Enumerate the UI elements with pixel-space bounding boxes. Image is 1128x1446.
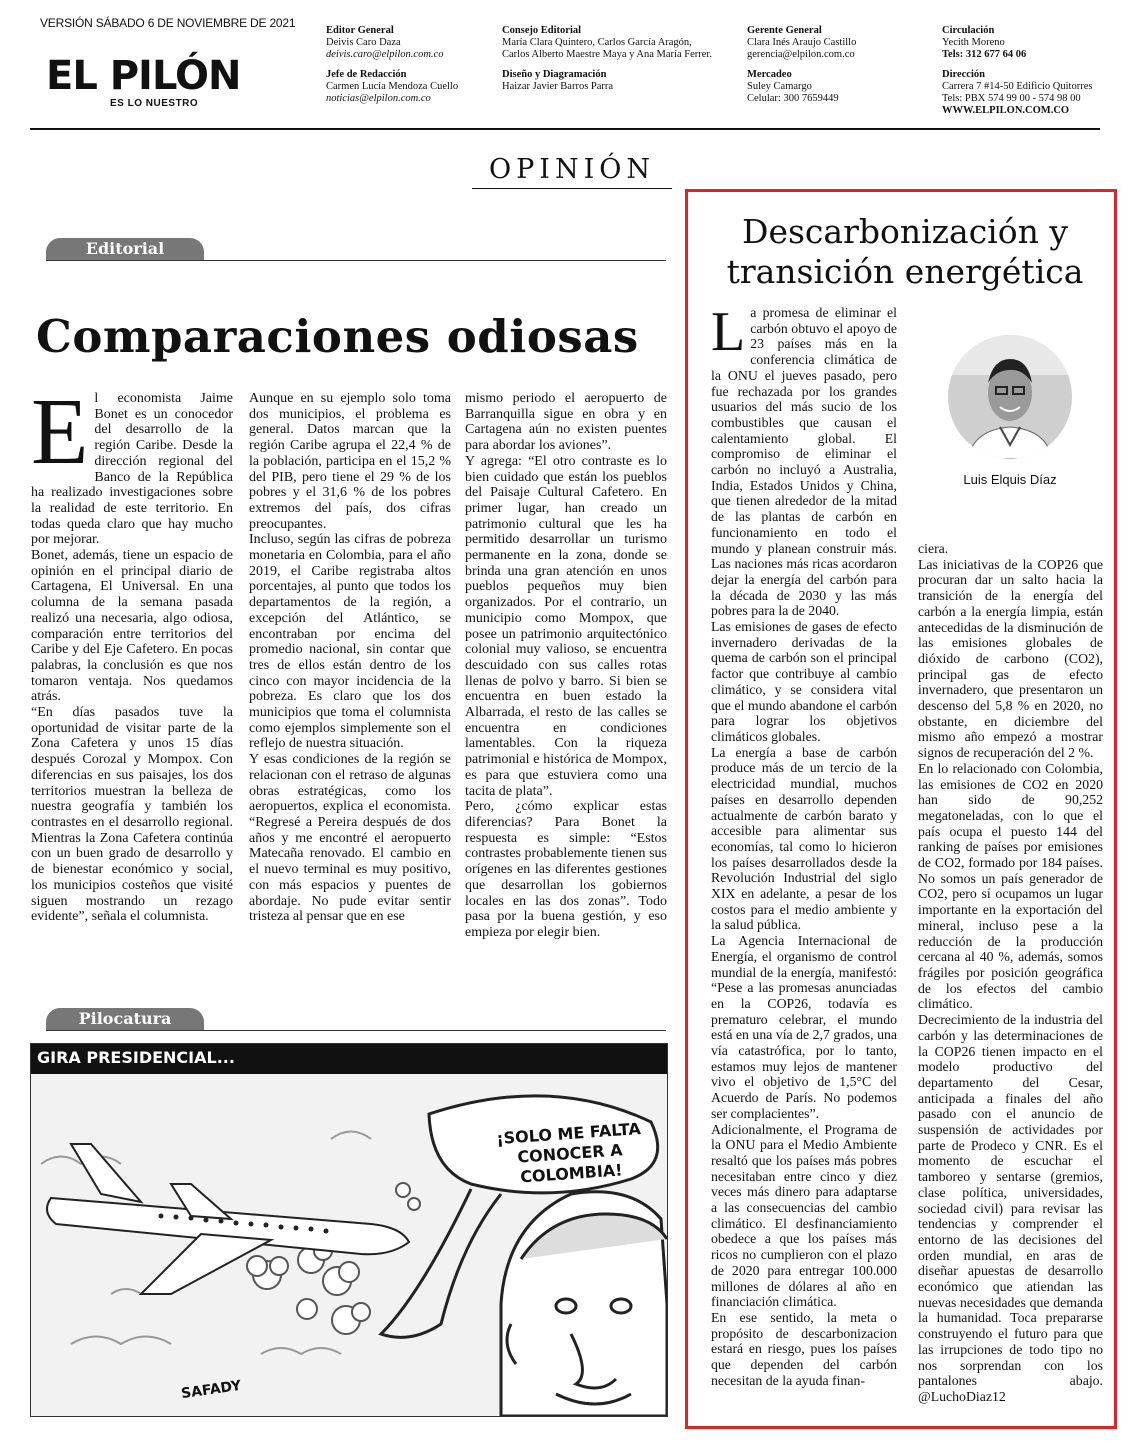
diseno-name: Haizar Javier Barros Parra	[502, 81, 614, 92]
cartoonist-signature: SAFADY	[180, 1377, 243, 1403]
consejo-label: Consejo Editorial	[502, 25, 582, 36]
gerente-email: gerencia@elpilon.com.co	[747, 49, 855, 60]
paragraph: Aunque en su ejemplo solo toma dos municipios, el problema es general. Datos marcan que la región Caribe agrupa el 22,4 % de la población, participa en el 15,2 % del PIB, pero tiene el 29 % de los pobres y el 31,6 % de los pobres extremos del país, dos cifras preocupantes.	[249, 391, 451, 532]
diseno-label: Diseño y Diagramación	[502, 69, 607, 80]
paragraph: En lo relacionado con Colombia, las emisiones de CO2 en 2020 han sido de 90,252 megatoneladas, con lo que el país ocupa el puesto 144 del ranking de países por emisiones de CO2, formado por 184 países. No somos un país generador de CO2, pero sí ocupamos un lugar importante en la exportación del mineral, incluso pese a la reducción de la producción cercana al 40 %, además, somos frágiles por posición geográfica de los efectos del cambio climático.	[918, 760, 1103, 1012]
paragraph: Incluso, según las cifras de pobreza monetaria en Colombia, para el año 2019, el Caribe registraba altos porcentajes, al punto que todos los departamentos de la región, a excepción del Atlántico, se encontraban por encima del promedio nacional, sin contar que tres de ellos están dentro de los cinco con mayor incidencia de la pobreza. Es claro que los dos municipios que toma el columnista como ejemplos simplemente son el reflejo de nuestra situación.	[249, 532, 451, 752]
paragraph: Bonet, además, tiene un espacio de opinión en el principal diario de Cartagena, El Universal. En una columna de la semana pasada realizó una necesaria, algo odiosa, comparación entre territorios del Caribe y del Eje Cafetero. En pocas palabras, la conclusión es que nos tomaron ventaja. Nos quedamos atrás.	[31, 548, 233, 705]
cartoon	[30, 1043, 668, 1417]
paragraph: ciera.	[918, 541, 949, 556]
masthead-divider	[30, 128, 1100, 130]
paragraph: La Agencia Internacional de Energía, el organismo de control mundial de la energía, manifestó: “Pese a las promesas anunciadas en la COP26, todavía es prematuro celebrar, el mundo está en una vía de 2,7 grados, una vía catastrófica, por lo tanto, estamos muy lejos de mantener vivo el objetivo de 1,5°C del Acuerdo de París. No podemos ser complacientes”.	[711, 933, 897, 1121]
staff-column-gerencia	[747, 25, 917, 113]
paragraph: Y esas condiciones de la región se relacionan con el retraso de algunas obras estratégicas, como los aeropuertos, explica el economista. “Regresé a Pereira después de dos años y me encontré el aeropuerto Matecaña renovado. El cambio en el nuevo terminal es muy positivo, con más espacios y puentes de abordaje. No pude evitar sentir tristeza al pensar que en ese	[249, 752, 451, 925]
author-name: Luis Elquis Díaz	[963, 472, 1057, 487]
direccion-phone: Tels: PBX 574 99 00 - 574 98 00	[942, 93, 1081, 104]
paragraph: Decrecimiento de la industria del carbón y las determinaciones de la COP26 tienen impacto en el modelo productivo del departamento del Cesar, anticipada a finales del año pasado con el anuncio de suspensión de actividades por parte de Prodeco y CNR. Es el momento de escuchar el tamboreo y sentarse (gremios, clase política, universidades, sociedad civil) para revisar las tendencias y comprender el entorno de las decisiones del orden mundial, en aras de diseñar apuestas de desarrollo económico que atiendan las nuevas necesidades que demanda la humanidad. Toca prepararse construyendo el futuro para que las irrupciones de todo tipo no nos sorprendan con los pantalones abajo. @LuchoDiaz12	[918, 1012, 1103, 1404]
jefe-label: Jefe de Redacción	[326, 69, 407, 80]
staff-column-circulacion	[942, 25, 1112, 125]
author-photo	[948, 335, 1072, 459]
paragraph: Y agrega: “El otro contraste es lo bien cuidado que están los pueblos del Paisaje Cultural Cafetero. En primer lugar, han creado un patrimonio cultural que les ha permitido desarrollar un turismo permanente en la zona, donde se brinda una gran atención en unos pueblos pequeños muy bien organizados. Por el contrario, un municipio como Mompox, que posee un patrimonio arquitectónico colonial muy valioso, se encuentra descuidado con sus calles rotas llenas de polvo y barro. Si bien se encuentra en buen estado la Albarrada, el resto de las calles se encuentra en condiciones lamentables. Con la riqueza patrimonial e histórica de Mompox, es para que estuviera como una tacita de plata”.	[465, 453, 667, 799]
gerente-name: Clara Inés Araujo Castillo	[747, 37, 857, 48]
section-title: OPINIÓN	[488, 154, 656, 185]
cartoon-title-bar	[31, 1044, 667, 1074]
jefe-name: Carmen Lucía Mendoza Cuello	[326, 81, 459, 92]
paragraph: a promesa de eliminar el carbón obtuvo el apoyo de 23 países más en la conferencia climática de la ONU el jueves pasado, pero fue rechazada por los grandes usuarios del más sucio de los combustibles que causan el calentamiento global. El compromiso de eliminar el carbón no incluyó a Australia, India, Estados Unidos y China, que tienen alrededor de la mitad de las plantas de carbón en funcionamiento en todo el mundo y planean construir más. Las naciones más ricas acordaron dejar la energía del carbón para la década de 2030 y las más pobres para la de 2040.	[711, 305, 897, 619]
circulacion-name: Yecith Moreno	[942, 37, 1005, 48]
paragraph: Adicionalmente, el Programa de la ONU para el Medio Ambiente resaltó que los países más pobres necesitaban entre cinco y diez veces más dinero para adaptarse a las consecuencias del cambio climático. El desfinanciamiento obedece a que los países más ricos no cumplieron con el plazo de 2020 para entregar 100.000 millones de dólares al año en financiación climática.	[711, 1121, 897, 1310]
article-column-1	[711, 301, 897, 1389]
editorial-tab: Editorial	[46, 238, 204, 260]
cartoon-drawing	[31, 1044, 667, 1416]
article-title: Descarbonización y transición energética	[726, 212, 1084, 291]
pilocatura-tab: Pilocatura	[46, 1008, 204, 1030]
editorial-column-1	[31, 380, 233, 925]
editorial-rule	[46, 260, 666, 261]
paragraph: “En días pasados tuve la oportunidad de visitar parte de la Zona Cafetera y unos 15 días después Corozal y Mompox. Con diferencias en sus paisajes, los dos territorios muestran la belleza de nuestra geografía y también los contrastes en el desarrollo regional. Mientras la Zona Cafetera continúa con un buen grado de desarrollo y de bienestar económico y social, los municipios costeños que visité siguen mostrando un rezago evidente”, señala el columnista.	[31, 705, 233, 925]
paragraph: En ese sentido, la meta o propósito de descarbonizacion estará en riesgo, pues los países que dependen del carbón necesitan de la ayuda finan-	[711, 1310, 897, 1388]
editorial-headline: Comparaciones odiosas	[36, 310, 639, 363]
article-dropcap: L	[711, 301, 746, 363]
circulacion-phone: Tels: 312 677 64 06	[942, 49, 1027, 60]
paragraph: Las emisiones de gases de efecto invernadero derivadas de la quema de carbón son el principal factor que contribuye al cambio climático, y se considera vital que el mundo abandone el carbón para lograr los objetivos climáticos globales.	[711, 619, 897, 744]
editor-name: Deivis Caro Daza	[326, 37, 401, 48]
cartoon-title: GIRA PRESIDENCIAL...	[37, 1048, 235, 1067]
editor-label: Editor General	[326, 25, 394, 36]
paragraph: l economista Jaime Bonet es un conocedor del desarrollo de la región Caribe. Desde la dirección regional del Banco de la República ha realizado investigaciones sobre la realidad de este territorio. En todas queda claro que hay mucho por mejorar.	[31, 391, 233, 548]
staff-column-consejo	[502, 25, 712, 101]
editorial-dropcap: E	[31, 380, 89, 484]
mercadeo-phone: Celular: 300 7659449	[747, 93, 839, 104]
editor-email: deivis.caro@elpilon.com.co	[326, 49, 444, 60]
editorial-column-3	[465, 391, 667, 941]
direccion-web: WWW.ELPILON.COM.CO	[942, 105, 1070, 116]
newspaper-slogan: ES LO NUESTRO	[110, 98, 199, 109]
cartoon-speech-text: ¡SOLO ME FALTA CONOCER A COLOMBIA!	[495, 1119, 642, 1187]
paragraph: La energía a base de carbón produce más de un tercio de la electricidad mundial, muchos países en desarrollo dependen actualmente de carbón barato y accesible para alimentar sus economías, tal como lo hicieron los países desarrollados desde la Revolución Industrial del siglo XIX en adelante, a pesar de los costos para el medio ambiente y la salud pública.	[711, 744, 897, 933]
edition-date: VERSIÓN SÁBADO 6 DE NOVIEMBRE DE 2021	[40, 16, 296, 30]
paragraph: Pero, ¿cómo explicar estas diferencias? Para Bonet la respuesta es simple: “Estos contrastes probablemente tienen sus orígenes en las diferentes gestiones que desarrollan los gobiernos locales en las dos zonas”. Todo pasa por la buena gestión, y eso empieza por elegir bien.	[465, 799, 667, 940]
mercadeo-label: Mercadeo	[747, 69, 792, 80]
staff-column-editors	[326, 25, 486, 113]
pilocatura-rule	[46, 1030, 666, 1031]
direccion-address: Carrera 7 #14-50 Edificio Quitorres	[942, 81, 1093, 92]
circulacion-label: Circulación	[942, 25, 995, 36]
direccion-label: Dirección	[942, 69, 985, 80]
article-column-2	[918, 541, 1103, 1405]
jefe-email: noticias@elpilon.com.co	[326, 93, 431, 104]
paragraph: Las iniciativas de la COP26 que procuran dar un salto hacia la transición de la energía del carbón a la energía limpia, están antecedidas de la disminución de las emisiones globales de dióxido de carbono (CO2), principal gas de efecto invernadero, que presentaron un descenso del 5,8 % en 2020, no obstante, en diciembre del mismo año empezó a mostrar signos de recuperación del 2 %.	[918, 556, 1103, 761]
mercadeo-name: Suley Camargo	[747, 81, 812, 92]
editorial-column-2	[249, 391, 451, 925]
section-title-underline	[472, 188, 672, 189]
paragraph: mismo periodo el aeropuerto de Barranquilla sigue en obra y en Cartagena aún no existen puentes para abordar los aviones”.	[465, 391, 667, 454]
newspaper-logo: EL PILÓN	[46, 53, 241, 99]
gerente-label: Gerente General	[747, 25, 822, 36]
consejo-names: María Clara Quintero, Carlos García Aragón, Carlos Alberto Maestre Maya y Ana María Ferrer.	[502, 37, 712, 60]
